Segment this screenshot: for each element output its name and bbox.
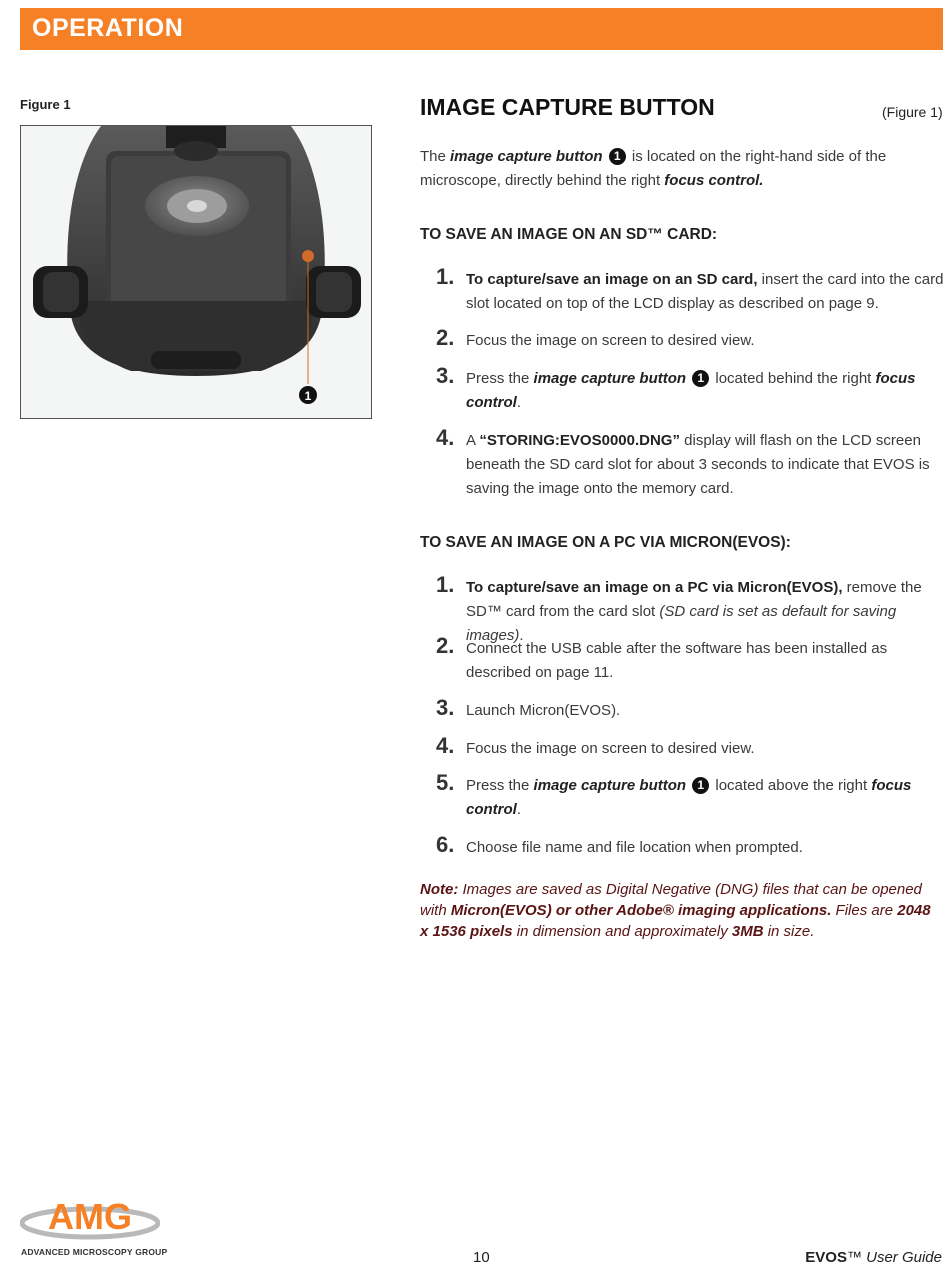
step-bold: To capture/save an image on a PC via Micron(EVOS), [466, 579, 843, 596]
step-number: 2. [436, 325, 455, 350]
step-text: Choose file name and file location when prompted. [466, 839, 803, 856]
figure-label: Figure 1 [20, 97, 71, 112]
note-text: Images are saved as Digital Negative (DNG) files that can be opened with [420, 881, 922, 919]
note-bold: 3MB [731, 923, 764, 940]
microscope-illustration [21, 126, 371, 418]
step-number: 2. [436, 633, 455, 658]
step-text: Focus the image on screen to desired view. [466, 332, 755, 349]
step-text: Launch Micron(EVOS). [466, 702, 621, 719]
step-bold: To capture/save an image on an SD card, [466, 271, 758, 288]
step-text: remove the SD™ card from the card slot [466, 579, 922, 620]
step-text: Press the [466, 370, 534, 387]
step-text: located above the right [711, 777, 872, 794]
guide-rest: User Guide [861, 1249, 942, 1266]
intro-paragraph [420, 145, 943, 193]
step-bold: focus control [466, 777, 912, 818]
step-bold: “STORING:EVOS0000.DNG” [479, 432, 680, 449]
intro-text-2: is located on the right-hand side of the microscope, directly behind the right [420, 148, 887, 189]
step-text: . [519, 627, 524, 644]
step-number: 6. [436, 832, 455, 857]
step-number: 3. [436, 363, 455, 388]
intro-bold-2: focus control. [664, 172, 764, 189]
note-text: in dimension and approximately [512, 923, 732, 940]
callout-1-number: 1 [304, 389, 312, 403]
note-bold: Micron(EVOS) or other Adobe® imaging applications. [450, 902, 832, 919]
step-number: 5. [436, 770, 455, 795]
step-text: located behind the right [711, 370, 876, 387]
guide-tm: ™ [846, 1249, 862, 1266]
note-text: in size. [763, 923, 815, 940]
step-text: Connect the USB cable after the software has been installed as described on page 11. [466, 640, 888, 681]
sd-heading: TO SAVE AN IMAGE ON AN SD™ CARD: [420, 226, 718, 243]
guide-brand: EVOS [805, 1249, 847, 1266]
logo-subtitle: ADVANCED MICROSCOPY GROUP [21, 1247, 168, 1257]
section-title: IMAGE CAPTURE BUTTON [420, 94, 715, 120]
note-paragraph [420, 879, 943, 942]
step-number: 4. [436, 425, 455, 450]
step-text: . [516, 394, 522, 411]
guide-title [805, 1249, 942, 1266]
step-text: display will flash on the LCD screen beneath the SD card slot for about 3 seconds to indicate that EVOS is saving the image onto the memory card. [466, 432, 930, 497]
step-text: insert the card into the card slot located on top of the LCD display as described on page 9. [466, 271, 944, 312]
capture-button-indicator [302, 250, 314, 262]
page-section-title: OPERATION [32, 14, 184, 42]
pc-heading: TO SAVE AN IMAGE ON A PC VIA MICRON(EVOS): [420, 534, 791, 551]
step-number: 4. [436, 733, 455, 758]
step-text: Focus the image on screen to desired view. [466, 740, 755, 757]
intro-text-1: The [420, 148, 451, 165]
note-bold: 2048 x 1536 pixels [420, 902, 931, 940]
note-label: Note: [420, 881, 459, 898]
step-text: Press the [466, 777, 534, 794]
callout-1-icon: 1 [692, 370, 709, 387]
header-bar [20, 8, 943, 50]
callout-1-icon: 1 [692, 777, 709, 794]
figure-1-image [20, 125, 372, 419]
step-text: A [466, 432, 480, 449]
step-bold: image capture button [533, 370, 687, 387]
callout-1-icon: 1 [609, 148, 626, 165]
step-bold: image capture button [533, 777, 687, 794]
intro-bold-1: image capture button [450, 148, 603, 165]
step-number: 3. [436, 695, 455, 720]
step-number: 1. [436, 572, 455, 597]
note-text: Files are [831, 902, 898, 919]
figure-reference: (Figure 1) [882, 104, 943, 120]
logo-text: AMG [48, 1196, 132, 1237]
page-number: 10 [473, 1249, 490, 1266]
step-number: 1. [436, 264, 455, 289]
step-bold: focus control [466, 370, 916, 411]
step-text: . [516, 801, 522, 818]
step-italic: (SD card is set as default for saving images) [466, 603, 897, 644]
